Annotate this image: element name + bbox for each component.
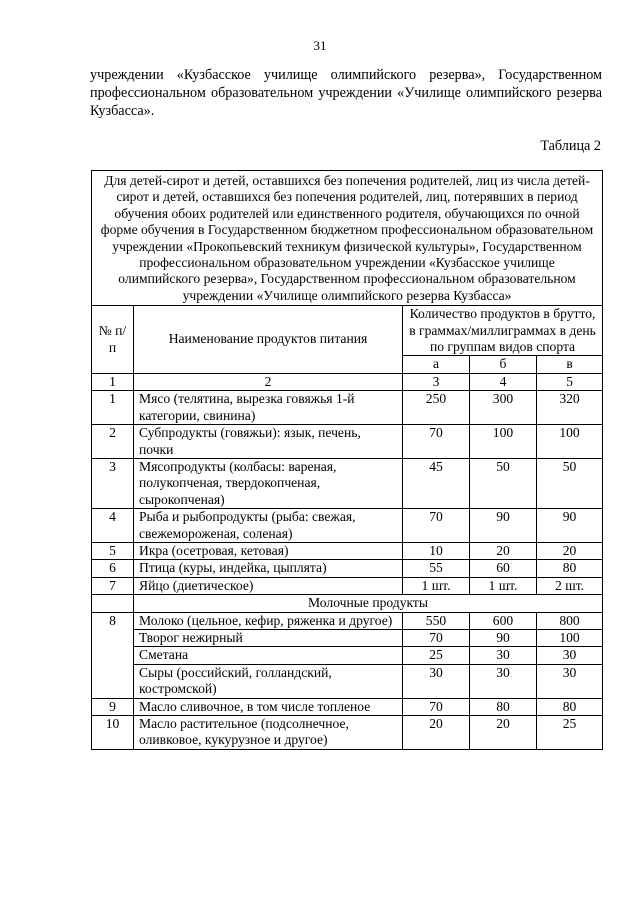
colnum: 5 (537, 373, 603, 390)
product-name: Рыба и рыбопродукты (рыба: свежая, свежемороженая, соленая) (134, 509, 403, 543)
product-name: Мясо (телятина, вырезка говяжья 1-й категории, свинина) (134, 391, 403, 425)
qty-group-b: 90 (470, 509, 537, 543)
qty-group-v: 20 (537, 542, 603, 559)
qty-group-a: 70 (403, 629, 470, 646)
table-row (92, 647, 603, 664)
colnum: 1 (92, 373, 134, 390)
qty-group-v: 80 (537, 698, 603, 715)
qty-group-a: 55 (403, 560, 470, 577)
row-number: 6 (92, 560, 134, 577)
qty-group-a: 550 (403, 612, 470, 629)
product-name: Масло сливочное, в том числе топленое (134, 698, 403, 715)
table-row (92, 542, 603, 559)
qty-group-v: 25 (537, 716, 603, 750)
qty-group-b: 80 (470, 698, 537, 715)
qty-group-v: 2 шт. (537, 577, 603, 594)
qty-group-v: 320 (537, 391, 603, 425)
qty-group-b: 30 (470, 664, 537, 698)
product-name: Сметана (134, 647, 403, 664)
qty-group-a: 10 (403, 542, 470, 559)
head-name: Наименование продуктов питания (134, 306, 403, 374)
qty-group-b: 90 (470, 629, 537, 646)
product-name: Яйцо (диетическое) (134, 577, 403, 594)
row-number: 5 (92, 542, 134, 559)
colnum: 2 (134, 373, 403, 390)
qty-group-v: 30 (537, 664, 603, 698)
table-row (92, 716, 603, 750)
qty-group-a: 70 (403, 509, 470, 543)
qty-group-v: 90 (537, 509, 603, 543)
row-number: 10 (92, 716, 134, 750)
table-title-row (92, 171, 603, 306)
row-number: 9 (92, 698, 134, 715)
product-name: Сыры (российский, голландский, костромской) (134, 664, 403, 698)
head-qty: Количество продуктов в брутто, в граммах/миллиграммах в день по группам видов спорта (403, 306, 603, 356)
food-norms-table (91, 170, 603, 750)
product-name: Икра (осетровая, кетовая) (134, 542, 403, 559)
product-name: Творог нежирный (134, 629, 403, 646)
qty-group-v: 100 (537, 425, 603, 459)
product-name: Птица (куры, индейка, цыплята) (134, 560, 403, 577)
table-row (92, 391, 603, 425)
table-row (92, 577, 603, 594)
table-row (92, 664, 603, 698)
qty-group-v: 100 (537, 629, 603, 646)
table-title: Для детей-сирот и детей, оставшихся без попечения родителей, лиц из числа детей-сирот и детей, оставшихся без попечения родителей, лиц, потерявших в период обучения обоих родителей или единственного родителя, обучающихся по очной форме обучения в Государственном бюджетном профессиональном образовательном учреждении «Прокопьевский техникум физической культуры», Государственном профессиональном образовательном учреждении «Кузбасское училище олимпийского резерва», Государственном профессиональном образовательном учреждении «Училище олимпийского резерва Кузбасса» (92, 171, 603, 306)
product-name: Масло растительное (подсолнечное, оливковое, кукурузное и другое) (134, 716, 403, 750)
qty-group-a: 70 (403, 698, 470, 715)
table-row (92, 629, 603, 646)
row-number: 3 (92, 458, 134, 508)
colnum: 3 (403, 373, 470, 390)
qty-group-b: 20 (470, 716, 537, 750)
table-row (92, 698, 603, 715)
section-empty-cell (92, 595, 134, 612)
qty-group-a: 25 (403, 647, 470, 664)
table-caption: Таблица 2 (540, 138, 601, 154)
table-row (92, 458, 603, 508)
table-row (92, 509, 603, 543)
qty-group-v: 80 (537, 560, 603, 577)
qty-group-v: 50 (537, 458, 603, 508)
row-number: 1 (92, 391, 134, 425)
row-number: 8 (92, 612, 134, 698)
qty-group-a: 30 (403, 664, 470, 698)
qty-group-b: 100 (470, 425, 537, 459)
row-number: 7 (92, 577, 134, 594)
qty-group-v: 30 (537, 647, 603, 664)
row-number: 2 (92, 425, 134, 459)
section-header: Молочные продукты (134, 595, 603, 612)
qty-group-a: 250 (403, 391, 470, 425)
section-row (92, 595, 603, 612)
intro-paragraph: учреждении «Кузбасское училище олимпийского резерва», Государственном профессиональном образовательном учреждении «Училище олимпийского резерва Кузбасса». (90, 67, 602, 119)
qty-group-b: 600 (470, 612, 537, 629)
product-name: Молоко (цельное, кефир, ряженка и другое) (134, 612, 403, 629)
head-group-v: в (537, 356, 603, 373)
qty-group-b: 30 (470, 647, 537, 664)
product-name: Субпродукты (говяжьи): язык, печень, почки (134, 425, 403, 459)
qty-group-a: 1 шт. (403, 577, 470, 594)
table-row (92, 612, 603, 629)
product-name: Мясопродукты (колбасы: вареная, полукопченая, твердокопченая, сырокопченая) (134, 458, 403, 508)
table-row (92, 425, 603, 459)
qty-group-b: 1 шт. (470, 577, 537, 594)
table-colnum-row (92, 373, 603, 390)
page-number: 31 (313, 38, 327, 53)
colnum: 4 (470, 373, 537, 390)
head-num: № п/п (92, 306, 134, 374)
table-head-row (92, 306, 603, 356)
qty-group-b: 50 (470, 458, 537, 508)
qty-group-b: 60 (470, 560, 537, 577)
qty-group-b: 300 (470, 391, 537, 425)
qty-group-a: 20 (403, 716, 470, 750)
head-group-a: а (403, 356, 470, 373)
head-group-b: б (470, 356, 537, 373)
qty-group-b: 20 (470, 542, 537, 559)
qty-group-v: 800 (537, 612, 603, 629)
qty-group-a: 45 (403, 458, 470, 508)
table-row (92, 560, 603, 577)
row-number: 4 (92, 509, 134, 543)
qty-group-a: 70 (403, 425, 470, 459)
